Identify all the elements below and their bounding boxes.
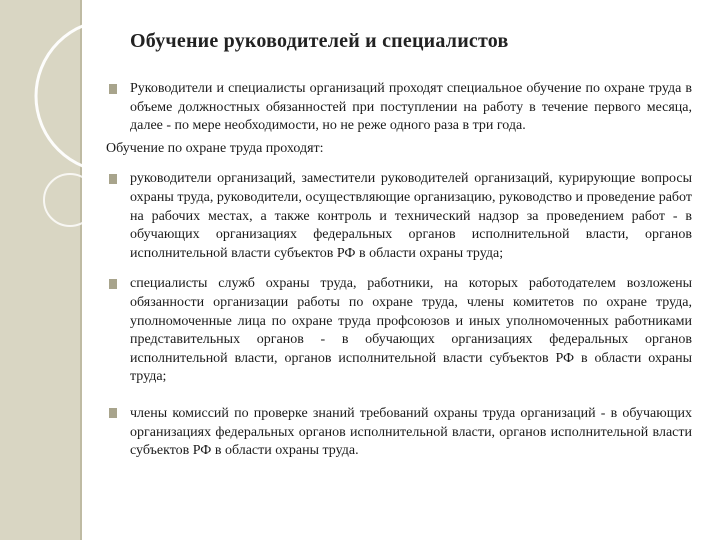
square-bullet-icon [108, 407, 117, 420]
lead-text: Обучение по охране труда проходят: [106, 140, 324, 156]
bullet-text: специалисты служб охраны труда, работники, на которых работодателем возложены обязанности организации работы по охране труда, члены комитетов по охране труда, уполномоченные лица по охране труда профсоюзов и иных уполномоченных работниками представительных органов - в обучающих организациях федеральных органов исполнительной власти, органов исполнительной власти субъектов РФ в области охраны труда; [130, 276, 692, 385]
square-bullet-icon [108, 172, 117, 185]
bullet-text: члены комиссий по проверке знаний требований охраны труда организаций - в обучающих организациях федеральных органов исполнительной власти, органов исполнительной власти субъектов РФ в области охраны труда. [130, 405, 692, 459]
list-item [106, 80, 692, 136]
square-bullet-icon [108, 82, 117, 95]
list-item [106, 170, 692, 263]
slide-content [106, 80, 692, 461]
list-item [106, 275, 692, 387]
intro-text: Руководители и специалисты организаций проходят специальное обучение по охране труда в объеме должностных обязанностей при поступлении на работу в течение первого месяца, далее - по мере необходимости, но не реже одного раза в три года. [130, 81, 692, 134]
square-bullet-icon [108, 277, 117, 290]
slide-title: Обучение руководителей и специалистов [130, 30, 509, 52]
bullet-text: руководители организаций, заместители руководителей организаций, курирующие вопросы охраны труда, руководители, осуществляющие организацию, руководство и проведение работ на рабочих местах, а также контроль и технический надзор за проведением работ - в обучающих организациях федеральных органов исполнительной власти, органов исполнительной власти субъектов РФ в области охраны труда; [130, 171, 692, 261]
list-item [106, 405, 692, 461]
